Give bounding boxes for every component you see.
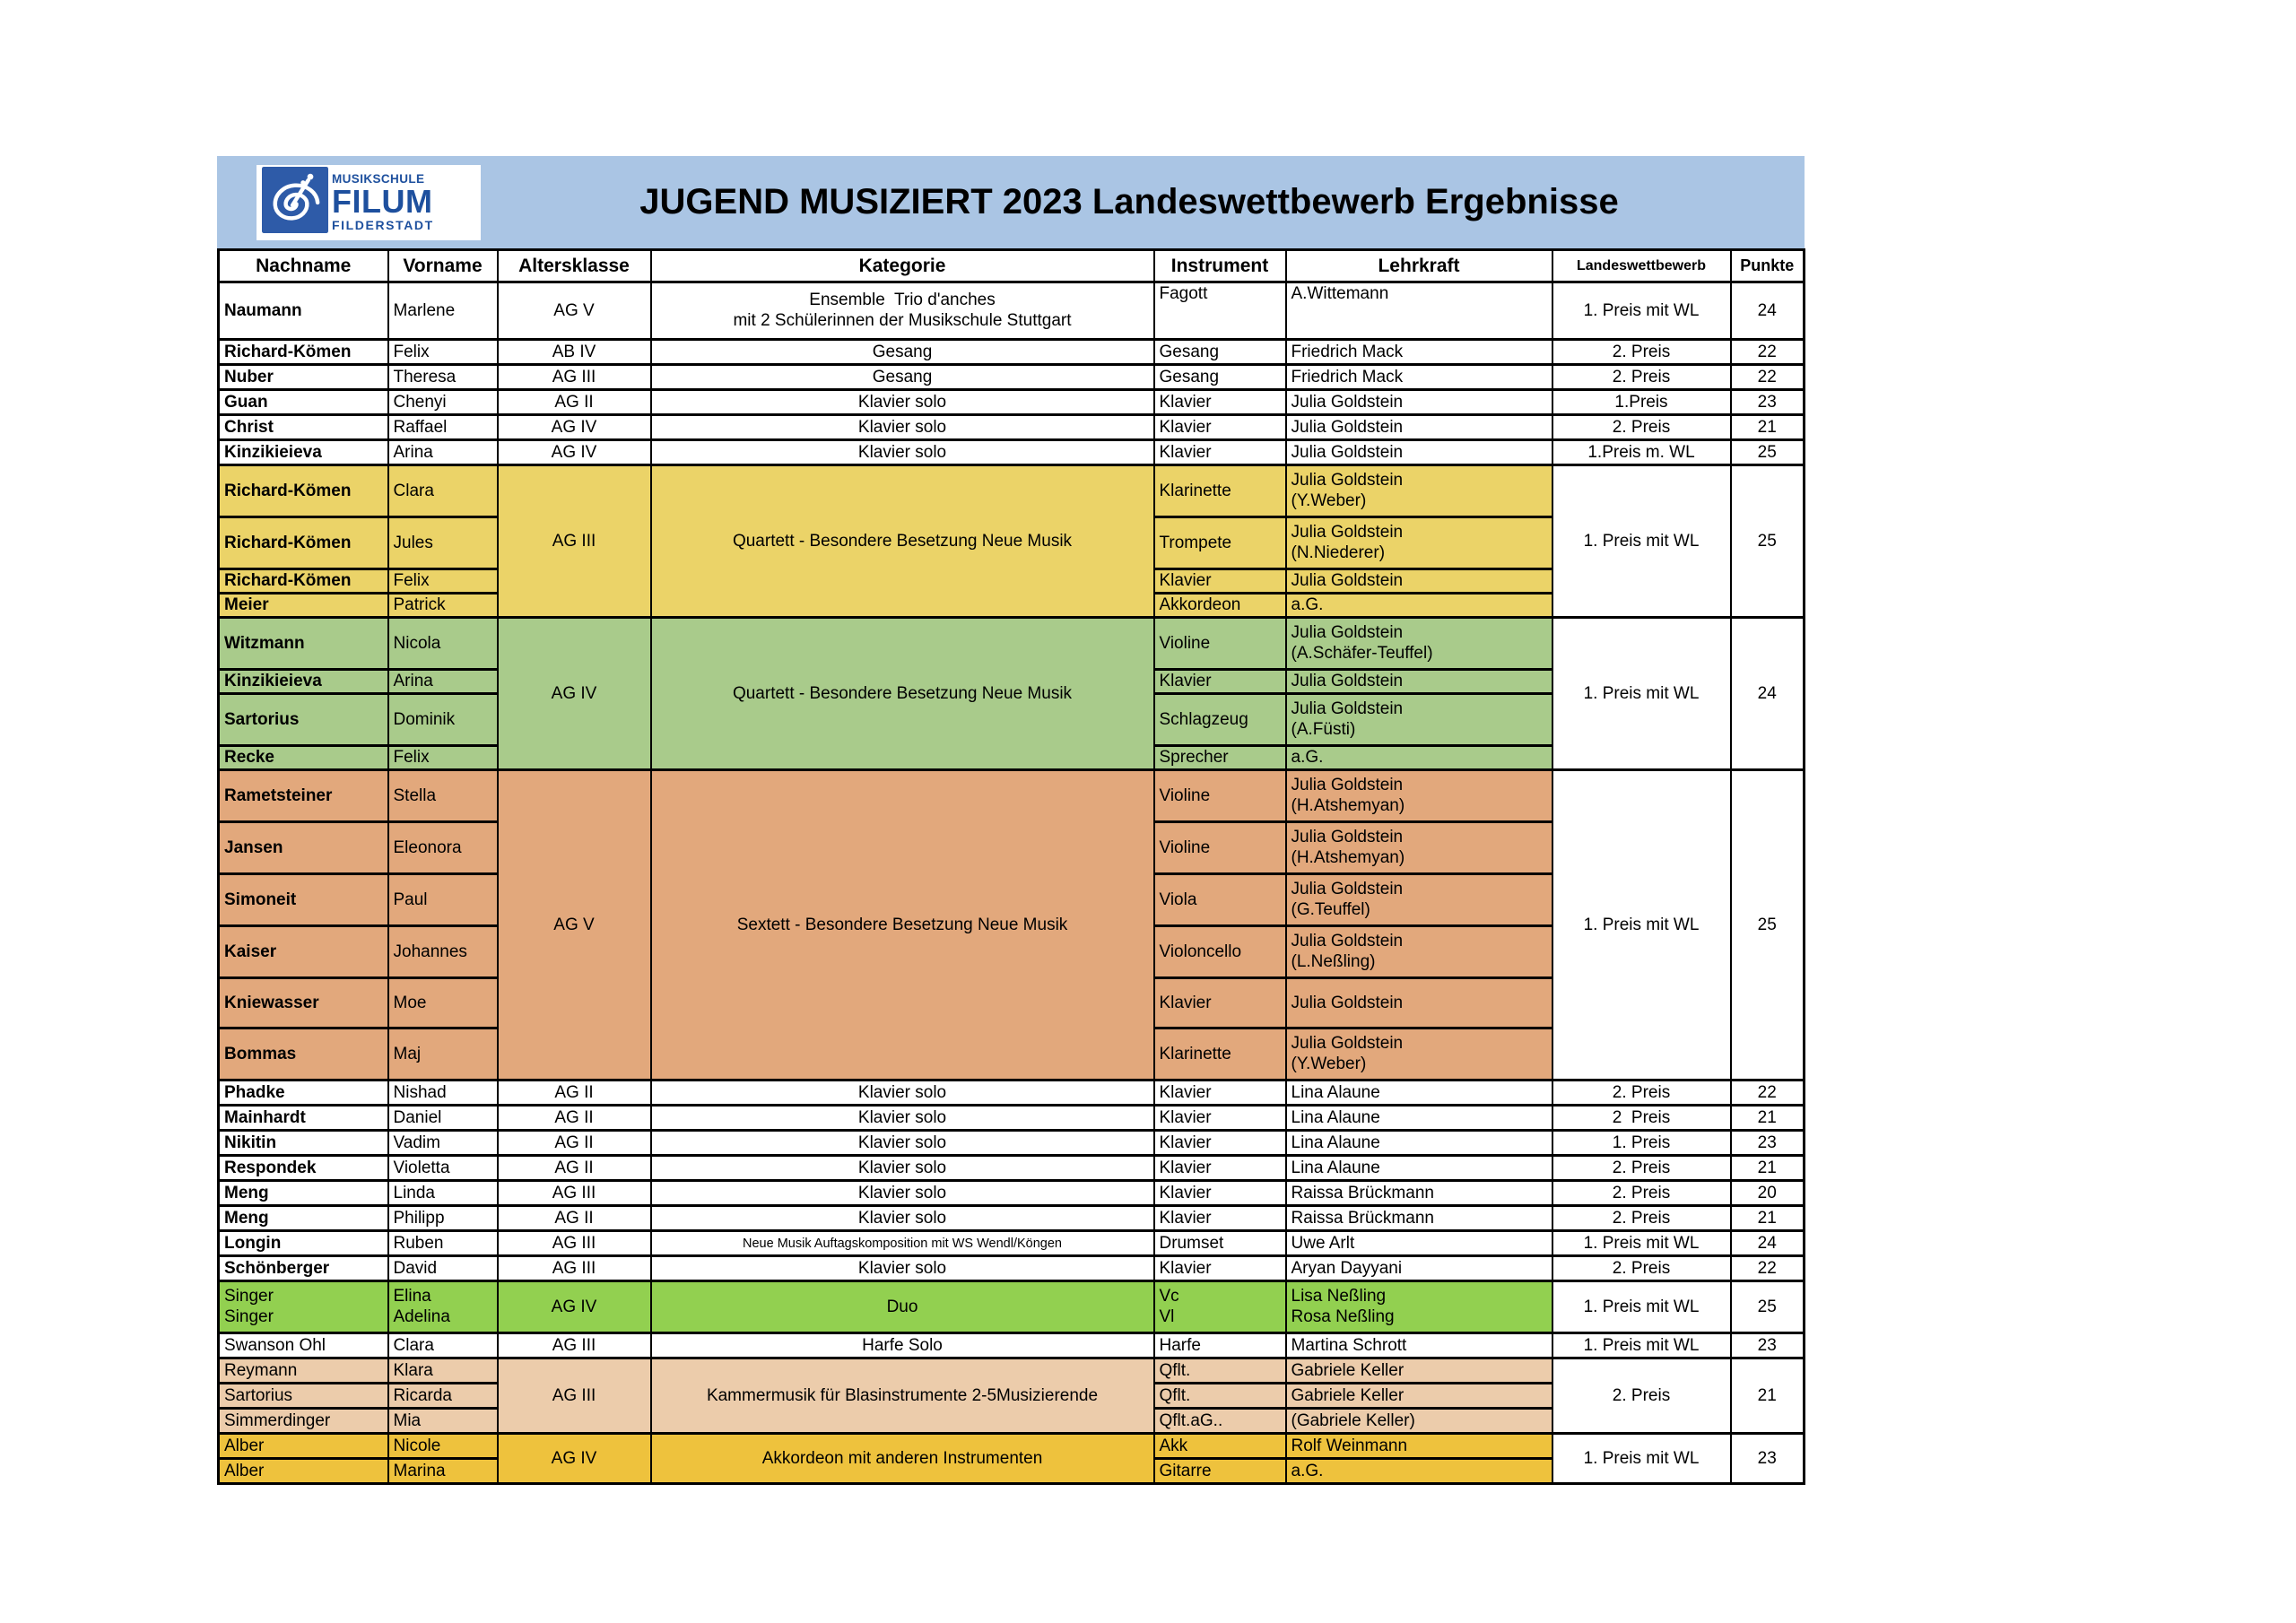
cell-landeswettbewerb: 1. Preis mit WL xyxy=(1552,1333,1731,1358)
cell-nachname: Nikitin xyxy=(219,1131,388,1156)
cell-instrument: Harfe xyxy=(1154,1333,1286,1358)
cell-punkte: 23 xyxy=(1731,1333,1805,1358)
cell-lehrkraft: (Gabriele Keller) xyxy=(1286,1409,1552,1434)
cell-instrument: Gesang xyxy=(1154,365,1286,390)
cell-lehrkraft: Friedrich Mack xyxy=(1286,340,1552,365)
cell-kategorie: Klavier solo xyxy=(651,390,1154,415)
cell-vorname: Arina xyxy=(388,440,498,465)
cell-nachname: Nuber xyxy=(219,365,388,390)
cell-nachname: Bommas xyxy=(219,1028,388,1081)
cell-vorname: Felix xyxy=(388,569,498,594)
cell-punkte: 21 xyxy=(1731,1156,1805,1181)
column-header-kategorie: Kategorie xyxy=(651,250,1154,282)
cell-nachname: Sartorius xyxy=(219,1384,388,1409)
header-row xyxy=(219,250,1805,282)
cell-lehrkraft: Julia Goldstein (G.Teuffel) xyxy=(1286,874,1552,926)
cell-landeswettbewerb: 1. Preis mit WL xyxy=(1552,618,1731,770)
cell-kategorie: Klavier solo xyxy=(651,1206,1154,1231)
cell-nachname: Witzmann xyxy=(219,618,388,670)
cell-lehrkraft: Julia Goldstein (N.Niederer) xyxy=(1286,517,1552,569)
cell-altersklasse: AG II xyxy=(498,1131,651,1156)
cell-landeswettbewerb: 1.Preis xyxy=(1552,390,1731,415)
cell-vorname: Moe xyxy=(388,978,498,1028)
cell-nachname: Richard-Kömen xyxy=(219,465,388,517)
cell-instrument: Viola xyxy=(1154,874,1286,926)
cell-instrument: Klavier xyxy=(1154,569,1286,594)
cell-punkte: 22 xyxy=(1731,1256,1805,1281)
cell-kategorie: Neue Musik Auftagskomposition mit WS Wendl/Köngen xyxy=(651,1231,1154,1256)
cell-nachname: Longin xyxy=(219,1231,388,1256)
cell-instrument: Akk xyxy=(1154,1434,1286,1459)
cell-instrument: Qflt.aG.. xyxy=(1154,1409,1286,1434)
cell-kategorie: Klavier solo xyxy=(651,1106,1154,1131)
cell-kategorie: Gesang xyxy=(651,365,1154,390)
table-row xyxy=(219,1333,1805,1358)
cell-lehrkraft: Julia Goldstein (A.Schäfer-Teuffel) xyxy=(1286,618,1552,670)
cell-altersklasse: AG II xyxy=(498,1106,651,1131)
cell-nachname: Recke xyxy=(219,746,388,770)
cell-lehrkraft: Lisa Neßling Rosa Neßling xyxy=(1286,1281,1552,1333)
cell-altersklasse: AG III xyxy=(498,1333,651,1358)
cell-vorname: Arina xyxy=(388,670,498,694)
cell-altersklasse: AG II xyxy=(498,390,651,415)
cell-landeswettbewerb: 1. Preis xyxy=(1552,1131,1731,1156)
cell-lehrkraft: Julia Goldstein xyxy=(1286,415,1552,440)
cell-lehrkraft: a.G. xyxy=(1286,1459,1552,1484)
cell-instrument: Klavier xyxy=(1154,1081,1286,1106)
cell-nachname: Mainhardt xyxy=(219,1106,388,1131)
cell-lehrkraft: Julia Goldstein xyxy=(1286,670,1552,694)
cell-altersklasse: AG III xyxy=(498,1256,651,1281)
cell-nachname: Sartorius xyxy=(219,694,388,746)
cell-landeswettbewerb: 1. Preis mit WL xyxy=(1552,1231,1731,1256)
cell-instrument: Klavier xyxy=(1154,1181,1286,1206)
cell-nachname: Singer Singer xyxy=(219,1281,388,1333)
cell-instrument: Klavier xyxy=(1154,1156,1286,1181)
table-row xyxy=(219,1181,1805,1206)
cell-instrument: Gitarre xyxy=(1154,1459,1286,1484)
table-row xyxy=(219,1256,1805,1281)
cell-instrument: Drumset xyxy=(1154,1231,1286,1256)
cell-kategorie: Quartett - Besondere Besetzung Neue Musik xyxy=(651,465,1154,618)
column-header-nachname: Nachname xyxy=(219,250,388,282)
cell-instrument: Sprecher xyxy=(1154,746,1286,770)
table-row xyxy=(219,1131,1805,1156)
table-row xyxy=(219,1434,1805,1459)
header-band xyxy=(217,156,1805,248)
cell-nachname: Kinzikieieva xyxy=(219,670,388,694)
cell-kategorie: Sextett - Besondere Besetzung Neue Musik xyxy=(651,770,1154,1081)
cell-vorname: Philipp xyxy=(388,1206,498,1231)
cell-vorname: Felix xyxy=(388,340,498,365)
cell-vorname: Eleonora xyxy=(388,822,498,874)
cell-altersklasse: AG II xyxy=(498,1081,651,1106)
cell-vorname: Mia xyxy=(388,1409,498,1434)
cell-vorname: Marlene xyxy=(388,282,498,340)
column-header-lehrkraft: Lehrkraft xyxy=(1286,250,1552,282)
cell-lehrkraft: Julia Goldstein (H.Atshemyan) xyxy=(1286,822,1552,874)
cell-punkte: 23 xyxy=(1731,1434,1805,1484)
cell-punkte: 24 xyxy=(1731,282,1805,340)
cell-lehrkraft: a.G. xyxy=(1286,746,1552,770)
cell-punkte: 24 xyxy=(1731,1231,1805,1256)
table-row xyxy=(219,1206,1805,1231)
cell-nachname: Swanson Ohl xyxy=(219,1333,388,1358)
cell-nachname: Rametsteiner xyxy=(219,770,388,822)
cell-lehrkraft: Julia Goldstein xyxy=(1286,390,1552,415)
cell-punkte: 25 xyxy=(1731,465,1805,618)
cell-vorname: Stella xyxy=(388,770,498,822)
cell-nachname: Christ xyxy=(219,415,388,440)
table-row xyxy=(219,1081,1805,1106)
cell-altersklasse: AG IV xyxy=(498,1434,651,1484)
cell-altersklasse: AG III xyxy=(498,465,651,618)
cell-nachname: Reymann xyxy=(219,1358,388,1384)
cell-kategorie: Gesang xyxy=(651,340,1154,365)
cell-punkte: 20 xyxy=(1731,1181,1805,1206)
cell-nachname: Richard-Kömen xyxy=(219,517,388,569)
cell-vorname: Elina Adelina xyxy=(388,1281,498,1333)
logo-line-filderstadt: FILDERSTADT xyxy=(332,218,434,233)
cell-punkte: 21 xyxy=(1731,1206,1805,1231)
musikschule-filum-logo xyxy=(257,165,481,240)
logo-line-filum: FILUM xyxy=(332,183,433,221)
filum-spiral-note-icon xyxy=(262,167,328,238)
cell-instrument: Gesang xyxy=(1154,340,1286,365)
cell-nachname: Meng xyxy=(219,1206,388,1231)
cell-punkte: 21 xyxy=(1731,1106,1805,1131)
cell-instrument: Violine xyxy=(1154,770,1286,822)
column-header-instrument: Instrument xyxy=(1154,250,1286,282)
cell-instrument: Klavier xyxy=(1154,415,1286,440)
cell-landeswettbewerb: 1. Preis mit WL xyxy=(1552,770,1731,1081)
cell-vorname: Violetta xyxy=(388,1156,498,1181)
cell-instrument: Klavier xyxy=(1154,440,1286,465)
logo-line-musikschule: MUSIKSCHULE xyxy=(332,171,425,186)
cell-lehrkraft: Lina Alaune xyxy=(1286,1081,1552,1106)
cell-instrument: Qflt. xyxy=(1154,1358,1286,1384)
cell-instrument: Vc Vl xyxy=(1154,1281,1286,1333)
cell-kategorie: Quartett - Besondere Besetzung Neue Musik xyxy=(651,618,1154,770)
cell-lehrkraft: Julia Goldstein xyxy=(1286,569,1552,594)
cell-landeswettbewerb: 2. Preis xyxy=(1552,1358,1731,1434)
cell-lehrkraft: Rolf Weinmann xyxy=(1286,1434,1552,1459)
column-header-vorname: Vorname xyxy=(388,250,498,282)
cell-nachname: Richard-Kömen xyxy=(219,569,388,594)
cell-kategorie: Akkordeon mit anderen Instrumenten xyxy=(651,1434,1154,1484)
table-row xyxy=(219,465,1805,517)
cell-kategorie: Klavier solo xyxy=(651,1131,1154,1156)
cell-instrument: Fagott xyxy=(1154,282,1286,340)
cell-instrument: Violine xyxy=(1154,618,1286,670)
column-header-altersklasse: Altersklasse xyxy=(498,250,651,282)
cell-nachname: Jansen xyxy=(219,822,388,874)
cell-lehrkraft: Julia Goldstein xyxy=(1286,978,1552,1028)
cell-punkte: 23 xyxy=(1731,1131,1805,1156)
cell-vorname: Felix xyxy=(388,746,498,770)
cell-punkte: 25 xyxy=(1731,1281,1805,1333)
cell-lehrkraft: Raissa Brückmann xyxy=(1286,1206,1552,1231)
cell-lehrkraft: Raissa Brückmann xyxy=(1286,1181,1552,1206)
cell-altersklasse: AG III xyxy=(498,365,651,390)
cell-punkte: 21 xyxy=(1731,1358,1805,1434)
cell-vorname: Theresa xyxy=(388,365,498,390)
cell-vorname: Clara xyxy=(388,1333,498,1358)
cell-landeswettbewerb: 2. Preis xyxy=(1552,1206,1731,1231)
cell-vorname: Clara xyxy=(388,465,498,517)
cell-kategorie: Kammermusik für Blasinstrumente 2-5Musizierende xyxy=(651,1358,1154,1434)
cell-lehrkraft: Aryan Dayyani xyxy=(1286,1256,1552,1281)
cell-kategorie: Harfe Solo xyxy=(651,1333,1154,1358)
cell-vorname: Nishad xyxy=(388,1081,498,1106)
logo-wordmark xyxy=(332,173,434,232)
cell-landeswettbewerb: 2. Preis xyxy=(1552,1156,1731,1181)
cell-altersklasse: AG IV xyxy=(498,1281,651,1333)
content xyxy=(217,156,1805,1485)
column-header-landeswettbewerb: Landeswettbewerb xyxy=(1552,250,1731,282)
cell-landeswettbewerb: 1.Preis m. WL xyxy=(1552,440,1731,465)
cell-nachname: Richard-Kömen xyxy=(219,340,388,365)
cell-lehrkraft: Julia Goldstein (A.Füsti) xyxy=(1286,694,1552,746)
cell-nachname: Phadke xyxy=(219,1081,388,1106)
cell-instrument: Klavier xyxy=(1154,670,1286,694)
cell-altersklasse: AG II xyxy=(498,1156,651,1181)
table-row xyxy=(219,282,1805,340)
cell-vorname: Klara xyxy=(388,1358,498,1384)
cell-nachname: Kniewasser xyxy=(219,978,388,1028)
column-header-punkte: Punkte xyxy=(1731,250,1805,282)
cell-punkte: 22 xyxy=(1731,365,1805,390)
cell-altersklasse: AG V xyxy=(498,770,651,1081)
cell-lehrkraft: Lina Alaune xyxy=(1286,1131,1552,1156)
cell-lehrkraft: Julia Goldstein (Y.Weber) xyxy=(1286,1028,1552,1081)
cell-punkte: 21 xyxy=(1731,415,1805,440)
cell-landeswettbewerb: 2. Preis xyxy=(1552,340,1731,365)
cell-lehrkraft: Uwe Arlt xyxy=(1286,1231,1552,1256)
cell-instrument: Violoncello xyxy=(1154,926,1286,978)
cell-altersklasse: AG IV xyxy=(498,415,651,440)
cell-nachname: Meng xyxy=(219,1181,388,1206)
cell-vorname: Patrick xyxy=(388,594,498,618)
cell-altersklasse: AG IV xyxy=(498,440,651,465)
table-row xyxy=(219,440,1805,465)
cell-altersklasse: AG IV xyxy=(498,618,651,770)
cell-punkte: 25 xyxy=(1731,770,1805,1081)
cell-kategorie: Klavier solo xyxy=(651,1081,1154,1106)
cell-nachname: Alber xyxy=(219,1434,388,1459)
cell-landeswettbewerb: 1. Preis mit WL xyxy=(1552,465,1731,618)
cell-instrument: Klarinette xyxy=(1154,1028,1286,1081)
cell-kategorie: Klavier solo xyxy=(651,1256,1154,1281)
cell-altersklasse: AG III xyxy=(498,1231,651,1256)
table-row xyxy=(219,1106,1805,1131)
cell-instrument: Klavier xyxy=(1154,1106,1286,1131)
cell-instrument: Klavier xyxy=(1154,978,1286,1028)
page-title: JUGEND MUSIZIERT 2023 Landeswettbewerb Ergebnisse xyxy=(639,182,1619,221)
table-row xyxy=(219,1156,1805,1181)
cell-lehrkraft: a.G. xyxy=(1286,594,1552,618)
cell-vorname: Vadim xyxy=(388,1131,498,1156)
cell-altersklasse: AG V xyxy=(498,282,651,340)
table-row xyxy=(219,770,1805,822)
cell-punkte: 22 xyxy=(1731,1081,1805,1106)
cell-lehrkraft: Julia Goldstein (H.Atshemyan) xyxy=(1286,770,1552,822)
cell-instrument: Klavier xyxy=(1154,1256,1286,1281)
cell-landeswettbewerb: 2. Preis xyxy=(1552,365,1731,390)
table-row xyxy=(219,1231,1805,1256)
cell-landeswettbewerb: 1. Preis mit WL xyxy=(1552,1434,1731,1484)
cell-lehrkraft: A.Wittemann xyxy=(1286,282,1552,340)
cell-lehrkraft: Martina Schrott xyxy=(1286,1333,1552,1358)
cell-nachname: Guan xyxy=(219,390,388,415)
cell-punkte: 22 xyxy=(1731,340,1805,365)
cell-instrument: Trompete xyxy=(1154,517,1286,569)
cell-kategorie: Duo xyxy=(651,1281,1154,1333)
cell-nachname: Naumann xyxy=(219,282,388,340)
cell-lehrkraft: Gabriele Keller xyxy=(1286,1384,1552,1409)
cell-landeswettbewerb: 2. Preis xyxy=(1552,1256,1731,1281)
cell-landeswettbewerb: 2. Preis xyxy=(1552,415,1731,440)
cell-vorname: Linda xyxy=(388,1181,498,1206)
cell-instrument: Akkordeon xyxy=(1154,594,1286,618)
cell-landeswettbewerb: 2. Preis xyxy=(1552,1081,1731,1106)
cell-vorname: Jules xyxy=(388,517,498,569)
cell-lehrkraft: Julia Goldstein (L.Neßling) xyxy=(1286,926,1552,978)
cell-instrument: Schlagzeug xyxy=(1154,694,1286,746)
table-row xyxy=(219,365,1805,390)
cell-vorname: Nicole xyxy=(388,1434,498,1459)
cell-nachname: Meier xyxy=(219,594,388,618)
cell-instrument: Violine xyxy=(1154,822,1286,874)
cell-vorname: David xyxy=(388,1256,498,1281)
cell-nachname: Schönberger xyxy=(219,1256,388,1281)
cell-nachname: Simoneit xyxy=(219,874,388,926)
cell-vorname: Paul xyxy=(388,874,498,926)
cell-instrument: Klavier xyxy=(1154,1131,1286,1156)
cell-punkte: 23 xyxy=(1731,390,1805,415)
cell-vorname: Daniel xyxy=(388,1106,498,1131)
cell-lehrkraft: Gabriele Keller xyxy=(1286,1358,1552,1384)
cell-kategorie: Klavier solo xyxy=(651,415,1154,440)
cell-landeswettbewerb: 1. Preis mit WL xyxy=(1552,1281,1731,1333)
cell-kategorie: Ensemble Trio d'anches mit 2 Schülerinnen der Musikschule Stuttgart xyxy=(651,282,1154,340)
results-table xyxy=(217,248,1805,1485)
table-row xyxy=(219,1358,1805,1384)
cell-vorname: Ricarda xyxy=(388,1384,498,1409)
cell-lehrkraft: Lina Alaune xyxy=(1286,1156,1552,1181)
cell-lehrkraft: Julia Goldstein xyxy=(1286,440,1552,465)
cell-nachname: Kaiser xyxy=(219,926,388,978)
cell-altersklasse: AG III xyxy=(498,1358,651,1434)
cell-vorname: Nicola xyxy=(388,618,498,670)
cell-nachname: Alber xyxy=(219,1459,388,1484)
cell-altersklasse: AG III xyxy=(498,1181,651,1206)
cell-punkte: 24 xyxy=(1731,618,1805,770)
cell-vorname: Raffael xyxy=(388,415,498,440)
cell-instrument: Qflt. xyxy=(1154,1384,1286,1409)
cell-kategorie: Klavier solo xyxy=(651,1181,1154,1206)
cell-landeswettbewerb: 1. Preis mit WL xyxy=(1552,282,1731,340)
table-row xyxy=(219,390,1805,415)
cell-lehrkraft: Lina Alaune xyxy=(1286,1106,1552,1131)
cell-lehrkraft: Julia Goldstein (Y.Weber) xyxy=(1286,465,1552,517)
cell-instrument: Klarinette xyxy=(1154,465,1286,517)
cell-instrument: Klavier xyxy=(1154,1206,1286,1231)
cell-vorname: Dominik xyxy=(388,694,498,746)
cell-altersklasse: AB IV xyxy=(498,340,651,365)
cell-vorname: Marina xyxy=(388,1459,498,1484)
cell-landeswettbewerb: 2. Preis xyxy=(1552,1181,1731,1206)
cell-punkte: 25 xyxy=(1731,440,1805,465)
cell-vorname: Johannes xyxy=(388,926,498,978)
cell-altersklasse: AG II xyxy=(498,1206,651,1231)
cell-lehrkraft: Friedrich Mack xyxy=(1286,365,1552,390)
cell-kategorie: Klavier solo xyxy=(651,440,1154,465)
table-row xyxy=(219,340,1805,365)
cell-landeswettbewerb: 2 Preis xyxy=(1552,1106,1731,1131)
cell-vorname: Ruben xyxy=(388,1231,498,1256)
cell-instrument: Klavier xyxy=(1154,390,1286,415)
cell-nachname: Kinzikieieva xyxy=(219,440,388,465)
cell-vorname: Maj xyxy=(388,1028,498,1081)
table-row xyxy=(219,1281,1805,1333)
cell-nachname: Simmerdinger xyxy=(219,1409,388,1434)
table-row xyxy=(219,618,1805,670)
cell-nachname: Respondek xyxy=(219,1156,388,1181)
cell-kategorie: Klavier solo xyxy=(651,1156,1154,1181)
table-row xyxy=(219,415,1805,440)
cell-vorname: Chenyi xyxy=(388,390,498,415)
